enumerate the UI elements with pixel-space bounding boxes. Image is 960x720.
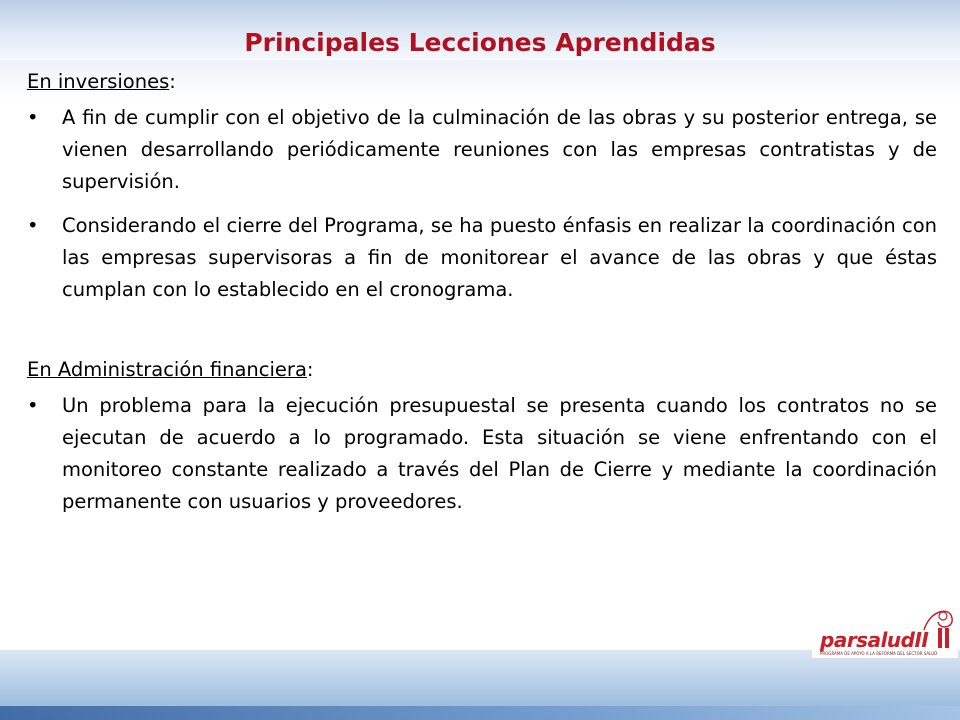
bullet-item [27,210,937,306]
bullet-text: A fin de cumplir con el objetivo de la culminación de las obras y su posterior entrega, se vienen desarrollando periódicamente reuniones con las empresas contratistas y de supervisión. [62,106,937,193]
bullet-item [27,390,937,518]
bullet-dot: • [27,394,39,417]
bullet-text: Un problema para la ejecución presupuestal se presenta cuando los contratos no se ejecutan de acuerdo a lo programado. Esta situación se viene enfrentando con el monitoreo constante realizado a través del Plan de Cierre y mediante la coordinación permanente con usuarios y proveedores. [62,394,937,513]
section-spacer [27,318,937,354]
section-heading-text: En inversiones [27,70,170,93]
section-inversiones [27,66,937,306]
logo-tagline: PROGRAMA DE APOYO A LA REFORMA DEL SECTOR SALUD [820,651,938,656]
bullet-text: Considerando el cierre del Programa, se ha puesto énfasis en realizar la coordinación con las empresas supervisoras a fin de monitorear el avance de las obras y que éstas cumplan con lo establecido en el cronograma. [62,214,937,301]
section-heading [27,66,937,98]
slide-title: Principales Lecciones Aprendidas [244,28,716,57]
logo-wordmark: parsaludII [820,628,929,652]
section-heading-colon: : [169,70,176,93]
section-heading-text: En Administración financiera [27,358,307,381]
section-heading [27,354,937,386]
footer-bar [0,706,960,720]
bullet-dot: • [27,214,39,237]
bullet-dot: • [27,106,39,129]
bullet-item [27,102,937,198]
section-heading-colon: : [306,358,314,381]
section-administracion [27,354,937,518]
parsalud-logo [812,600,958,658]
slide-content [27,66,937,530]
